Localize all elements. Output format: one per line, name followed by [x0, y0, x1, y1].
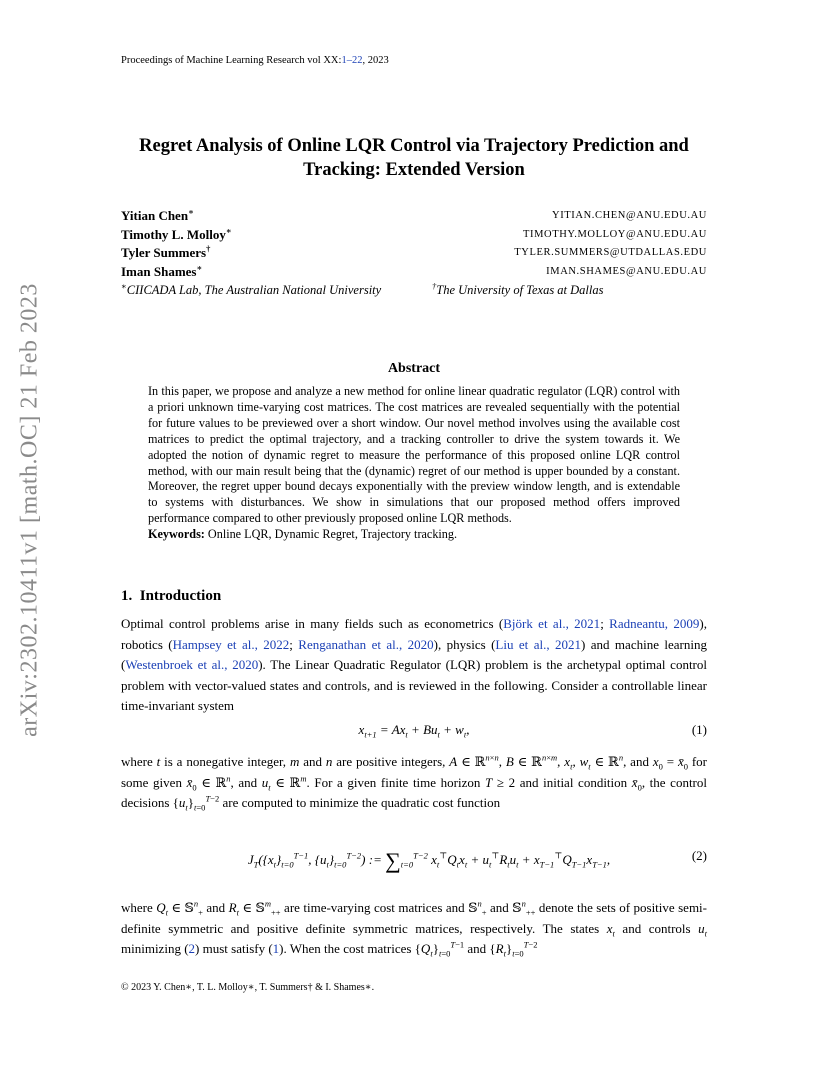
arxiv-sidebar	[8, 270, 52, 750]
author-name: Iman Shames∗	[121, 262, 203, 279]
keywords: Online LQR, Dynamic Regret, Trajectory tracking.	[204, 527, 458, 542]
header-prefix: Proceedings of Machine Learning Research vol XX:	[121, 55, 342, 66]
citation-link[interactable]: Hampsey et al., 2022	[172, 636, 290, 652]
abstract-body	[148, 384, 680, 543]
author-name: Timothy L. Molloy∗	[121, 225, 232, 242]
equation-number: (1)	[691, 722, 707, 737]
header-year: , 2023	[362, 55, 389, 66]
author-name: Tyler Summers†	[121, 243, 211, 260]
author-email: IMAN.SHAMES@ANU.EDU.AU	[546, 266, 707, 277]
section-heading: 1. Introduction	[121, 588, 222, 604]
citation-link[interactable]: Radneantu, 2009	[609, 616, 700, 631]
equation-ref-link[interactable]: 2	[188, 941, 196, 956]
intro-paragraph: Optimal control problems arise in many fields such as econometrics (Björk et al., 2021; Radneantu, 2009), robotics (Hampsey et al., 2022; Renganathan et al., 2020), physics (Liu et al., 2021) and machine learning (Westenbroek et al., 2020). The Linear Quadratic Regulator (LQR) problem is the archetypal optimal control problem with vector-valued states and controls, and is reviewed in the following. Consider a controllable linear time-invariant system	[121, 616, 707, 713]
cost-matrices-paragraph: where $Q_t$ ∈ 𝕊$^n_+$ and $R_t$ ∈ 𝕊$^m_{++}$ are time-varying cost matrices and 𝕊$^n_+$ and 𝕊$^n_{++}$ denote the sets of positive semi-definite symmetric and positive definite symmetric matrices, respectively. The states $x_t$ and controls $u_t$ minimizing (2) must satisfy (1). When the cost matrices $\{Q_t\}_{t=0}^{T-1}$ and $\{R_t\}_{t=0}^{T-2}$	[121, 898, 708, 959]
abstract-text: In this paper, we propose and analyze a new method for online linear quadratic regulator (LQR) control with a priori unknown time-varying cost matrices. The cost matrices are revealed sequentially with the potential for future values to be previewed over a short window. Our novel method involves using the available cost matrices to predict the optimal trajectory, and a tracking controller to drive the system towards it. We adopted the notion of dynamic regret to measure the performance of this proposed online LQR control method, with our main result being that the (dynamic) regret of our method is upper bounded by a constant. Moreover, the regret upper bound decays exponentially with the preview window length, and is extendable to systems with disturbances. We show in simulations that our proposed method offers improved performance compared to other previously proposed online LQR methods.	[148, 384, 680, 526]
author-email: TIMOTHY.MOLLOY@ANU.EDU.AU	[522, 229, 707, 240]
proceedings-header	[121, 55, 389, 66]
author-email: YITIAN.CHEN@ANU.EDU.AU	[552, 210, 707, 221]
affiliation: ∗CIICADA Lab, The Australian National University	[121, 280, 382, 297]
citation-link[interactable]: Liu et al., 2021	[495, 636, 581, 652]
equation-formula: $x_{t+1} = Ax_t + Bu_t + w_t$,	[358, 722, 470, 740]
equation-formula: $J_T(\{x_t\}_{t=0}^{T-1}$, $\{u_t\}_{t=0}^{T-2}$) := $\sum_{t=0}^{T-2}$ $x_t^⊤Q_tx_t + u_t^⊤R_tu_t + x_{T-1}^⊤Q_{T-1}x_{T-1}$,	[247, 848, 611, 873]
arxiv-id: arXiv:2302.10411v1 [math.OC] 21 Feb 2023	[16, 283, 43, 737]
equation-ref-link[interactable]: 1	[272, 941, 280, 956]
author-name: Yitian Chen∗	[121, 206, 194, 223]
system-description-paragraph: where t is a nonegative integer, m and n are positive integers, A ∈ ℝ$^{n\times n}$, B ∈ ℝ$^{n\times m}$, $x_t$, $w_t$ ∈ ℝ$^n$, and $x_0$ = $x̄_0$ for some given $x̄_0$ ∈ ℝ$^n$, and $u_t$ ∈ ℝ$^m$. For a given finite time horizon T ≥ 2 and initial condition $x̄_0$, the control decisions $\{u_t\}_{t=0}^{T-2}$ are computed to minimize the quadratic cost function	[121, 752, 707, 813]
copyright-footer: © 2023 Y. Chen∗, T. L. Molloy∗, T. Summers† & I. Shames∗.	[121, 982, 375, 993]
abstract-heading: Abstract	[387, 361, 441, 376]
citation-link[interactable]: Westenbroek et al., 2020	[125, 657, 259, 672]
equation-1	[121, 722, 707, 738]
affiliation: †The University of Texas at Dallas	[432, 280, 604, 297]
equation-number: (2)	[691, 848, 707, 863]
citation-link[interactable]: Renganathan et al., 2020	[298, 636, 434, 652]
equation-2	[121, 848, 707, 874]
keywords-label: Keywords:	[148, 527, 205, 542]
page-range-link[interactable]: 1–22	[341, 55, 363, 66]
paper-title: Regret Analysis of Online LQR Control via Trajectory Prediction and Tracking: Extended Version	[139, 136, 689, 180]
citation-link[interactable]: Björk et al., 2021	[503, 616, 601, 631]
author-email: TYLER.SUMMERS@UTDALLAS.EDU	[514, 247, 707, 258]
